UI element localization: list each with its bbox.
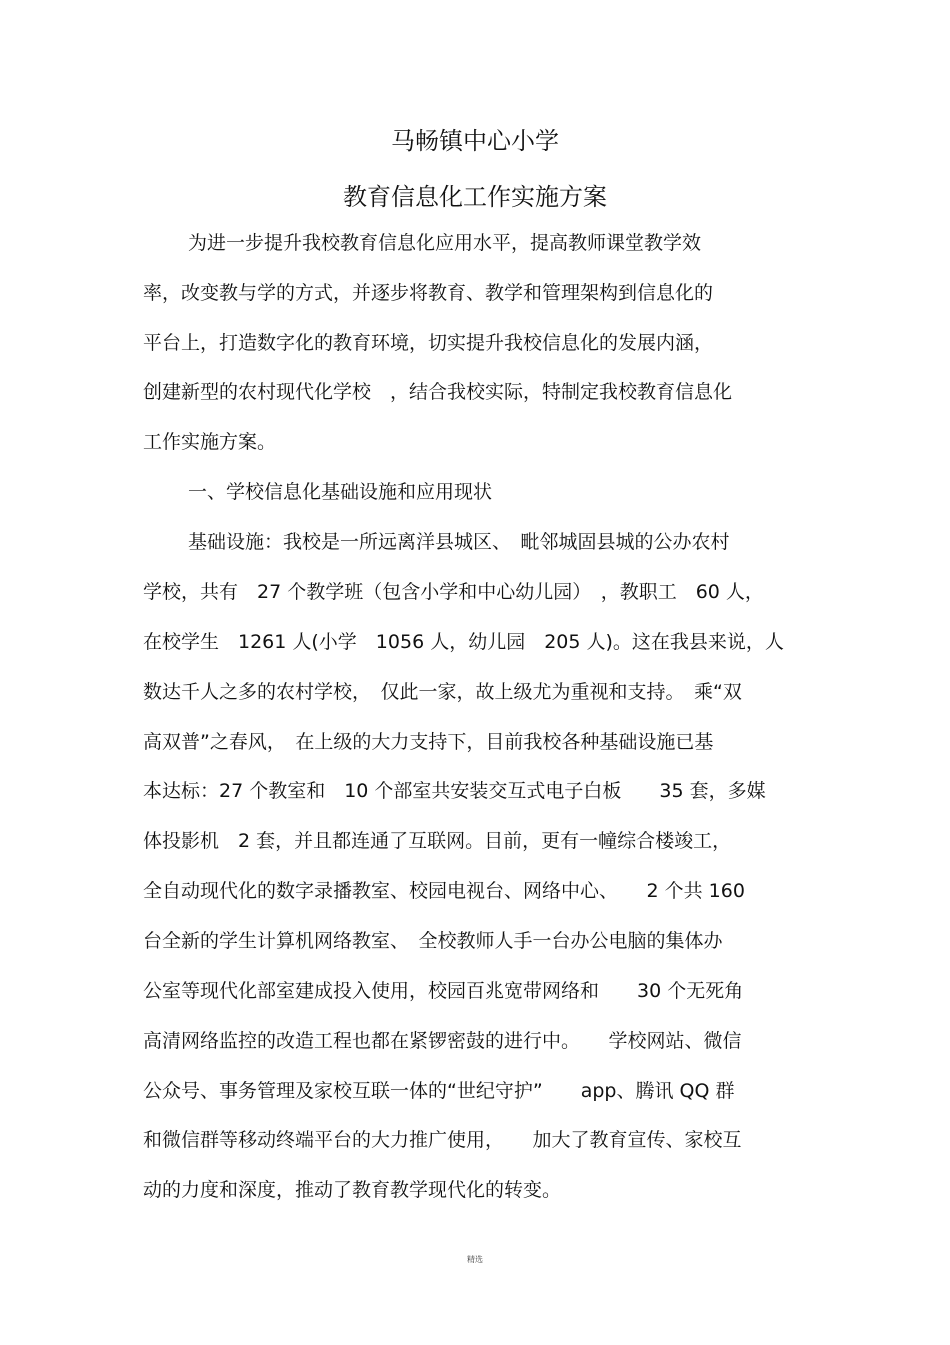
paragraph-line: 平台上，打造数字化的教育环境，切实提升我校信息化的发展内涵，: [143, 332, 714, 354]
paragraph-line: 学校，共有 27 个教学班（包含小学和中心幼儿园） ，教职工 60 人，: [143, 581, 764, 603]
page-footer: 精选: [467, 1255, 483, 1264]
paragraph-line: 高双普”之春风， 在上级的大力支持下，目前我校各种基础设施已基: [143, 731, 714, 753]
paragraph-line: 为进一步提升我校教育信息化应用水平，提高教师课堂教学效: [188, 232, 702, 254]
paragraph-line: 全自动现代化的数字录播教室、校园电视台、网络中心、 2 个共 160: [143, 880, 745, 902]
paragraph-line: 和微信群等移动终端平台的大力推广使用， 加大了教育宣传、家校互: [143, 1129, 742, 1151]
paragraph-line: 基础设施：我校是一所远离洋县城区、 毗邻城固县城的公办农村: [188, 531, 730, 553]
paragraph-line: 台全新的学生计算机网络教室、 全校教师人手一台办公电脑的集体办: [143, 930, 723, 952]
paragraph-line: 工作实施方案。: [143, 431, 277, 453]
paragraph-line: 公众号、事务管理及家校互联一体的“世纪守护” app、腾讯 QQ 群: [143, 1080, 735, 1102]
paragraph-line: 数达千人之多的农村学校， 仅此一家，故上级尤为重视和支持。 乘“双: [143, 681, 742, 703]
paragraph-line: 动的力度和深度，推动了教育教学现代化的转变。: [143, 1179, 562, 1201]
paragraph-line: 创建新型的农村现代化学校 ，结合我校实际，特制定我校教育信息化: [143, 381, 733, 403]
paragraph-line: 在校学生 1261 人(小学 1056 人，幼儿园 205 人)。这在我县来说，人: [143, 631, 784, 653]
document-subtitle: 教育信息化工作实施方案: [343, 183, 607, 211]
paragraph-line: 率，改变教与学的方式，并逐步将教育、教学和管理架构到信息化的: [143, 282, 714, 304]
section-heading: 一、学校信息化基础设施和应用现状: [188, 481, 493, 503]
document-title: 马畅镇中心小学: [391, 127, 559, 155]
paragraph-line: 公室等现代化部室建成投入使用，校园百兆宽带网络和 30 个无死角: [143, 980, 744, 1002]
paragraph-line: 本达标：27 个教室和 10 个部室共安装交互式电子白板 35 套，多媒: [143, 780, 766, 802]
paragraph-line: 体投影机 2 套，并且都连通了互联网。目前，更有一幢综合楼竣工，: [143, 830, 732, 852]
paragraph-line: 高清网络监控的改造工程也都在紧锣密鼓的进行中。 学校网站、微信: [143, 1030, 742, 1052]
